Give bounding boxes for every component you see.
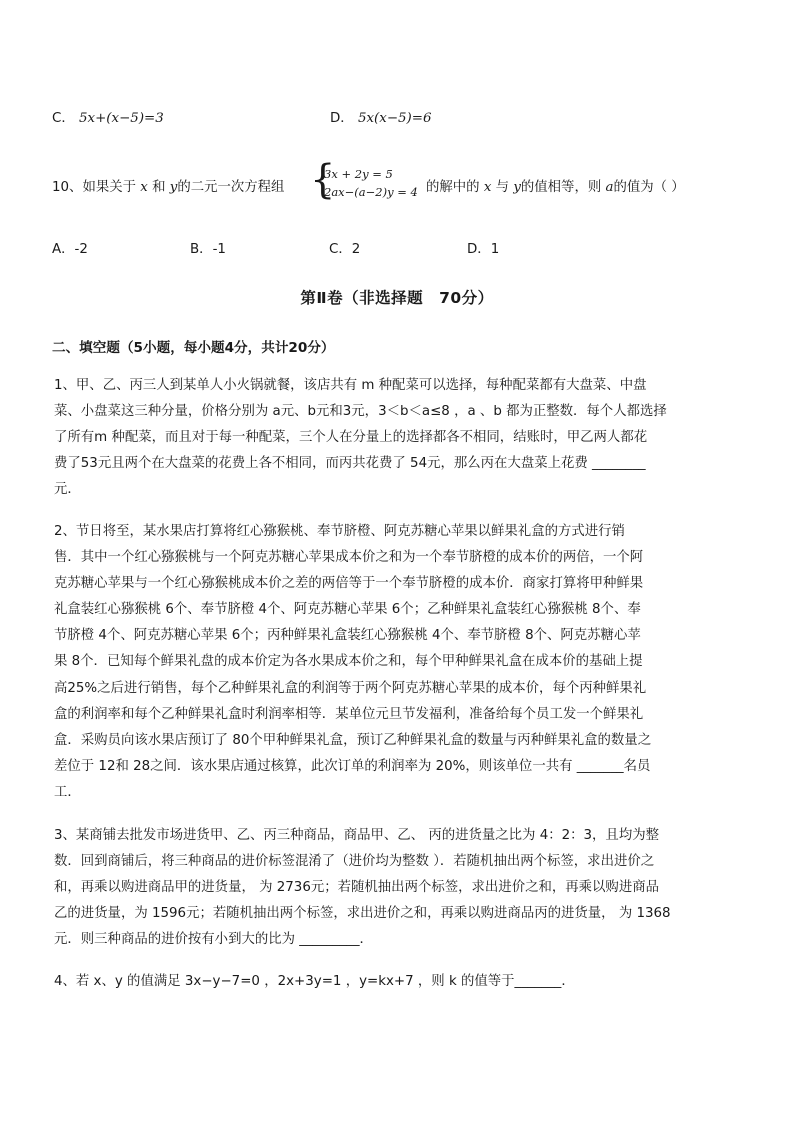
option-d-label: D．	[330, 111, 354, 126]
problem-2-line: 果 8个．已知每个鲜果礼盘的成本价定为各水果成本价之和，每个甲种鲜果礼盒在成本价的基础上提	[54, 654, 643, 670]
q10-number: 10、	[52, 180, 83, 195]
q10-option-d: D．1	[467, 242, 500, 257]
part-2-title: 第Ⅱ卷（非选择题 70分）	[300, 289, 494, 307]
problem-1-line: 了所有m 种配菜，而且对于每一种配菜，三个人在分量上的选择都各不相同，结账时，甲乙两人都花	[54, 430, 648, 446]
q10-text-f: 的值相等，则	[520, 180, 602, 195]
q10-text-a: 如果关于	[82, 180, 136, 195]
problem-2-line: 盒的利润率和每个乙种鲜果礼盒时利润率相等．某单位元旦节发福利，准备给每个员工发一个鲜果礼	[54, 706, 644, 722]
problem-2-line: 售．其中一个红心猕猴桃与一个阿克苏糖心苹果成本价之和为一个奉节脐橙的成本价的两倍，一个阿	[54, 550, 644, 566]
problem-2-line: 克苏糖心苹果与一个红心猕猴桃成本价之差的两倍等于一个奉节脐橙的成本价．商家打算将甲种鲜果	[54, 576, 644, 592]
problem-2	[54, 519, 744, 806]
problem-2-line: 2、节日将至，某水果店打算将红心猕猴桃、奉节脐橙、阿克苏糖心苹果以鲜果礼盒的方式进行销	[54, 524, 625, 539]
q10-option-b: B．-1	[190, 242, 226, 257]
equation-system-brace: {	[310, 157, 336, 203]
q10-var-a: a	[605, 180, 614, 195]
equation-2: 2ax−(a−2)y = 4	[324, 185, 418, 199]
q10-text-b: 和	[152, 180, 166, 195]
problem-3-line: 和，再乘以购进商品甲的进货量， 为 2736元；若随机抽出两个标签，求出进价之和，再乘以购进商品	[54, 880, 659, 896]
problem-1-line: 菜、小盘菜这三种分量，价格分别为 a元、b元和3元，3＜b＜a≤8 ，a 、b 都为正整数．每个人都选择	[54, 404, 667, 420]
question-10-tail	[426, 176, 685, 195]
q10-text-c: 的二元一次方程组	[177, 180, 285, 195]
problem-3-line: 元．则三种商品的进价按有小到大的比为 _________．	[54, 932, 373, 948]
problem-1-line: 1、甲、乙、丙三人到某单人小火锅就餐，该店共有 m 种配菜可以选择，每种配菜都有大盘菜、中盘	[54, 378, 647, 393]
equation-1: 3x + 2y = 5	[324, 167, 393, 181]
q10-option-a: A．-2	[52, 242, 88, 257]
problem-4	[54, 969, 744, 995]
problem-3-line: 3、某商铺去批发市场进货甲、乙、丙三种商品，商品甲、乙、 丙的进货量之比为 4：2：3，且均为整	[54, 828, 659, 843]
problem-2-line: 差位于 12和 28之间．该水果店通过核算，此次订单的利润率为 20%，则该单位一共有 _______名员	[54, 758, 651, 774]
problem-3-line: 数．回到商铺后，将三种商品的进价标签混淆了（进价均为整数 ）．若随机抽出两个标签，求出进价之	[54, 854, 655, 870]
option-c-label: C．	[52, 111, 75, 126]
option-c	[52, 107, 164, 126]
problem-2-line: 盒．采购员向该水果店预订了 80个甲种鲜果礼盒，预订乙种鲜果礼盒的数量与丙种鲜果礼盒的数量之	[54, 732, 652, 748]
q10-var-x2: x	[483, 180, 492, 195]
option-d-expr: 5x(x−5)=6	[357, 111, 432, 126]
q10-text-d: 的解中的	[426, 180, 480, 195]
fill-in-section-heading: 二、填空题（5小题，每小题4分，共计20分）	[52, 340, 335, 356]
q10-text-e: 与	[495, 180, 510, 195]
problem-4-line: 4、若 x、y 的值满足 3x−y−7=0 ，2x+3y=1 ，y=kx+7 ，则 k 的值等于_______．	[54, 974, 575, 989]
problem-2-line: 高25%之后进行销售，每个乙种鲜果礼盒的利润等于两个阿克苏糖心苹果的成本价，每个丙种鲜果礼	[54, 680, 647, 696]
problem-3	[54, 823, 744, 953]
problem-2-line: 工．	[54, 784, 81, 800]
equation-system	[324, 165, 418, 201]
q10-var-x: x	[140, 180, 148, 195]
q10-var-y2: y	[513, 180, 521, 195]
problem-1	[54, 373, 744, 503]
option-c-expr: 5x+(x−5)=3	[79, 111, 164, 126]
problem-1-line: 费了53元且两个在大盘菜的花费上各不相同，而丙共花费了 54元，那么丙在大盘菜上花费 ________	[54, 456, 646, 472]
problem-2-line: 节脐橙 4个、阿克苏糖心苹果 6个；丙种鲜果礼盒装红心猕猴桃 4个、奉节脐橙 8个、阿克苏糖心苹	[54, 628, 641, 644]
problem-3-line: 乙的进货量，为 1596元；若随机抽出两个标签，求出进价之和，再乘以购进商品丙的进货量， 为 1368	[54, 906, 671, 922]
problem-1-line: 元．	[54, 482, 81, 498]
q10-text-g: 的值为（ ）	[613, 180, 685, 195]
problem-2-line: 礼盒装红心猕猴桃 6个、奉节脐橙 4个、阿克苏糖心苹果 6个；乙种鲜果礼盒装红心猕猴桃 8个、奉	[54, 602, 641, 618]
q10-var-y: y	[169, 180, 178, 195]
option-d	[330, 107, 432, 126]
question-10-lead	[52, 176, 284, 195]
q10-option-c: C．2	[329, 242, 361, 257]
